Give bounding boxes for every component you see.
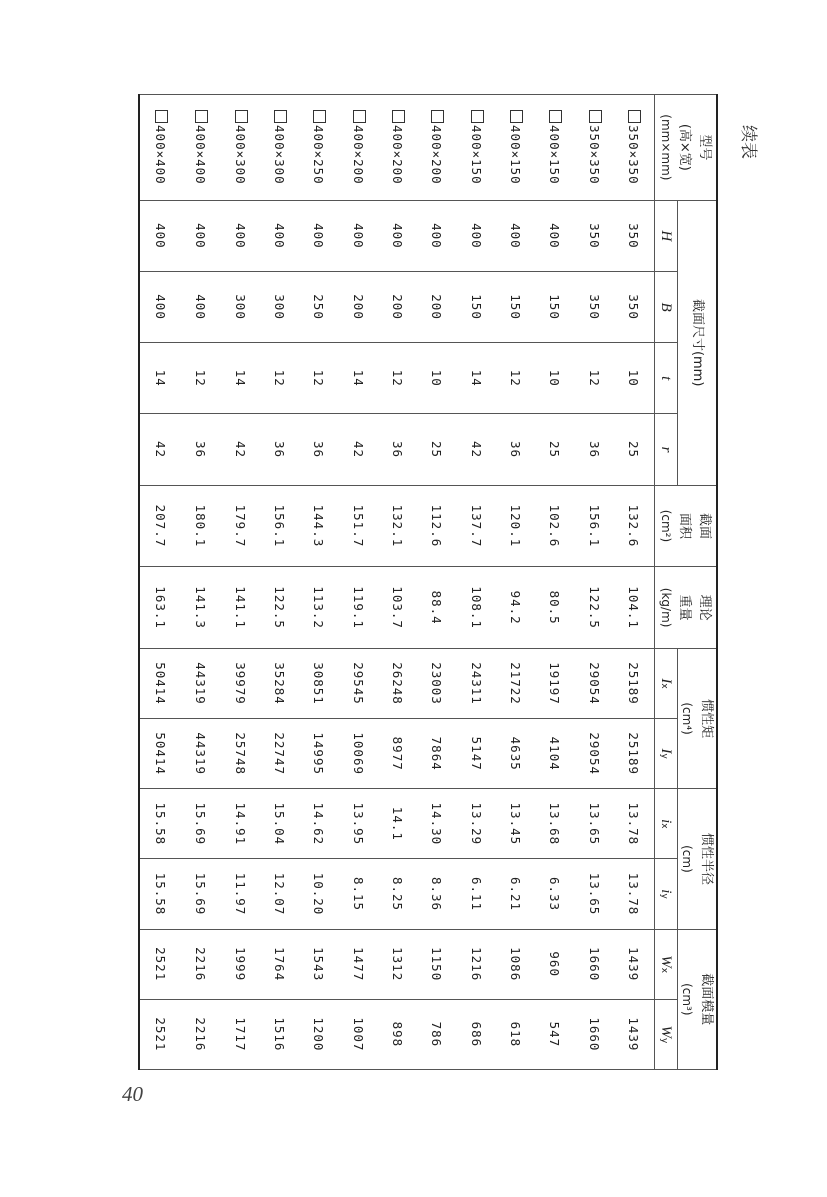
table-cell: 2521: [139, 999, 181, 1069]
table-cell: 11.97: [220, 859, 259, 929]
table-cell: 1439: [614, 999, 655, 1069]
table-cell: 7864: [417, 719, 456, 789]
table-cell: 26248: [378, 648, 417, 718]
table-cell: 1477: [338, 929, 377, 999]
model-cell: 350×350: [575, 95, 614, 201]
table-cell: 22747: [260, 719, 299, 789]
table-cell: 13.65: [575, 859, 614, 929]
square-section-icon: [392, 110, 405, 123]
table-cell: 141.1: [220, 567, 259, 649]
r-header: r: [655, 414, 679, 485]
table-cell: 25748: [220, 719, 259, 789]
table-cell: 6.11: [456, 859, 495, 929]
rotated-table-container: [138, 94, 718, 1070]
table-cell: 400: [456, 200, 495, 271]
table-cell: 122.5: [575, 567, 614, 649]
table-cell: 8977: [378, 719, 417, 789]
table-cell: 13.29: [456, 789, 495, 859]
table-cell: 94.2: [496, 567, 535, 649]
table-cell: 14: [456, 343, 495, 414]
square-section-icon: [471, 110, 484, 123]
page-number: 40: [122, 1082, 143, 1106]
table-cell: 102.6: [535, 485, 574, 567]
table-cell: 14995: [299, 719, 338, 789]
table-cell: 400: [299, 200, 338, 271]
table-row: [496, 95, 535, 1070]
table-cell: 400: [181, 200, 220, 271]
table-cell: 50414: [139, 719, 181, 789]
table-cell: 1007: [338, 999, 377, 1069]
table-cell: 1660: [575, 999, 614, 1069]
table-row: [299, 95, 338, 1070]
table-row: [260, 95, 299, 1070]
table-row: [338, 95, 377, 1070]
table-cell: 547: [535, 999, 574, 1069]
table-cell: 350: [575, 200, 614, 271]
square-section-icon: [589, 110, 602, 123]
model-cell: 400×300: [220, 95, 259, 201]
model-cell: 400×150: [456, 95, 495, 201]
table-cell: 21722: [496, 648, 535, 718]
table-cell: 13.78: [614, 859, 655, 929]
model-cell: 400×400: [181, 95, 220, 201]
table-cell: 44319: [181, 719, 220, 789]
table-cell: 13.68: [535, 789, 574, 859]
table-cell: 112.6: [417, 485, 456, 567]
table-cell: 141.3: [181, 567, 220, 649]
table-row: [456, 95, 495, 1070]
model-cell: 400×200: [417, 95, 456, 201]
h-header: H: [655, 200, 679, 271]
table-cell: 36: [575, 414, 614, 485]
table-cell: 103.7: [378, 567, 417, 649]
table-cell: 400: [378, 200, 417, 271]
table-cell: 960: [535, 929, 574, 999]
table-cell: 10: [417, 343, 456, 414]
iy-moment-header: Iy: [655, 719, 679, 789]
table-cell: 42: [456, 414, 495, 485]
table-cell: 44319: [181, 648, 220, 718]
table-cell: 23003: [417, 648, 456, 718]
table-cell: 1717: [220, 999, 259, 1069]
table-cell: 1150: [417, 929, 456, 999]
table-cell: 200: [378, 271, 417, 342]
table-cell: 156.1: [260, 485, 299, 567]
table-cell: 400: [260, 200, 299, 271]
table-cell: 300: [260, 271, 299, 342]
table-cell: 1660: [575, 929, 614, 999]
table-cell: 6.33: [535, 859, 574, 929]
table-cell: 12: [299, 343, 338, 414]
iy-radius-header: iy: [655, 859, 679, 929]
table-cell: 10069: [338, 719, 377, 789]
square-section-icon: [313, 110, 326, 123]
model-cell: 400×150: [496, 95, 535, 201]
table-cell: 19197: [535, 648, 574, 718]
t-header: t: [655, 343, 679, 414]
wx-header: Wx: [655, 929, 679, 999]
table-cell: 42: [220, 414, 259, 485]
table-cell: 350: [614, 271, 655, 342]
table-cell: 36: [378, 414, 417, 485]
table-cell: 10: [535, 343, 574, 414]
table-cell: 12: [260, 343, 299, 414]
table-cell: 14: [139, 343, 181, 414]
table-cell: 36: [496, 414, 535, 485]
table-cell: 13.65: [575, 789, 614, 859]
model-cell: 400×300: [260, 95, 299, 201]
table-cell: 80.5: [535, 567, 574, 649]
table-cell: 1999: [220, 929, 259, 999]
table-cell: 1516: [260, 999, 299, 1069]
square-section-icon: [235, 110, 248, 123]
model-cell: 400×200: [378, 95, 417, 201]
ix-moment-header: Ix: [655, 648, 679, 718]
square-section-icon: [431, 110, 444, 123]
table-cell: 1216: [456, 929, 495, 999]
square-section-icon: [155, 110, 168, 123]
table-cell: 42: [139, 414, 181, 485]
steel-section-table: [138, 94, 718, 1070]
table-cell: 15.58: [139, 859, 181, 929]
table-cell: 207.7: [139, 485, 181, 567]
table-cell: 35284: [260, 648, 299, 718]
table-cell: 200: [338, 271, 377, 342]
table-cell: 88.4: [417, 567, 456, 649]
table-cell: 15.58: [139, 789, 181, 859]
table-cell: 14: [338, 343, 377, 414]
table-row: [614, 95, 655, 1070]
table-cell: 350: [614, 200, 655, 271]
table-cell: 12.07: [260, 859, 299, 929]
table-row: [220, 95, 259, 1070]
table-cell: 2216: [181, 999, 220, 1069]
table-cell: 400: [338, 200, 377, 271]
table-cell: 1543: [299, 929, 338, 999]
model-cell: 350×350: [614, 95, 655, 201]
table-cell: 29545: [338, 648, 377, 718]
table-cell: 250: [299, 271, 338, 342]
square-section-icon: [549, 110, 562, 123]
table-row: [378, 95, 417, 1070]
ix-radius-header: ix: [655, 789, 679, 859]
table-row: [417, 95, 456, 1070]
table-cell: 686: [456, 999, 495, 1069]
table-cell: 10: [614, 343, 655, 414]
table-cell: 618: [496, 999, 535, 1069]
table-cell: 400: [417, 200, 456, 271]
square-section-icon: [353, 110, 366, 123]
continued-label: 续表: [738, 125, 758, 159]
table-cell: 786: [417, 999, 456, 1069]
table-cell: 25: [614, 414, 655, 485]
table-cell: 151.7: [338, 485, 377, 567]
table-cell: 25: [535, 414, 574, 485]
model-cell: 400×250: [299, 95, 338, 201]
table-cell: 39979: [220, 648, 259, 718]
table-cell: 1086: [496, 929, 535, 999]
table-cell: 13.95: [338, 789, 377, 859]
area-header: 截面 面积 (cm²): [655, 485, 718, 567]
table-cell: 13.45: [496, 789, 535, 859]
radius-header: 惯性半径 (cm): [678, 789, 717, 929]
table-cell: 29054: [575, 719, 614, 789]
table-cell: 122.5: [260, 567, 299, 649]
table-cell: 12: [496, 343, 535, 414]
table-cell: 1200: [299, 999, 338, 1069]
table-cell: 1312: [378, 929, 417, 999]
table-cell: 29054: [575, 648, 614, 718]
table-cell: 144.3: [299, 485, 338, 567]
table-cell: 180.1: [181, 485, 220, 567]
table-cell: 8.15: [338, 859, 377, 929]
table-cell: 156.1: [575, 485, 614, 567]
table-cell: 15.69: [181, 789, 220, 859]
table-cell: 132.6: [614, 485, 655, 567]
table-cell: 36: [299, 414, 338, 485]
table-cell: 12: [378, 343, 417, 414]
table-cell: 25189: [614, 719, 655, 789]
table-cell: 200: [417, 271, 456, 342]
table-cell: 400: [220, 200, 259, 271]
inertia-header: 惯性矩 (cm⁴): [678, 648, 717, 788]
table-cell: 150: [535, 271, 574, 342]
table-cell: 1764: [260, 929, 299, 999]
table-cell: 137.7: [456, 485, 495, 567]
model-header: 型号 (高×宽) (mm×mm): [655, 95, 718, 201]
table-cell: 132.1: [378, 485, 417, 567]
table-cell: 42: [338, 414, 377, 485]
wy-header: Wy: [655, 999, 679, 1069]
table-cell: 2216: [181, 929, 220, 999]
table-cell: 104.1: [614, 567, 655, 649]
table-row: [575, 95, 614, 1070]
table-cell: 119.1: [338, 567, 377, 649]
table-cell: 5147: [456, 719, 495, 789]
table-cell: 36: [181, 414, 220, 485]
table-cell: 2521: [139, 929, 181, 999]
table-cell: 15.04: [260, 789, 299, 859]
table-cell: 6.21: [496, 859, 535, 929]
table-cell: 1439: [614, 929, 655, 999]
square-section-icon: [628, 110, 641, 123]
table-cell: 400: [139, 271, 181, 342]
table-cell: 14.62: [299, 789, 338, 859]
b-header: B: [655, 271, 679, 342]
table-cell: 30851: [299, 648, 338, 718]
table-cell: 14.1: [378, 789, 417, 859]
square-section-icon: [195, 110, 208, 123]
model-cell: 400×400: [139, 95, 181, 201]
table-cell: 10.20: [299, 859, 338, 929]
table-cell: 14.91: [220, 789, 259, 859]
table-cell: 400: [496, 200, 535, 271]
table-cell: 400: [535, 200, 574, 271]
table-cell: 108.1: [456, 567, 495, 649]
weight-header: 理论 重量 (kg/m): [655, 567, 718, 649]
table-cell: 8.25: [378, 859, 417, 929]
square-section-icon: [274, 110, 287, 123]
table-cell: 50414: [139, 648, 181, 718]
table-row: [181, 95, 220, 1070]
table-cell: 898: [378, 999, 417, 1069]
table-cell: 15.69: [181, 859, 220, 929]
table-cell: 12: [181, 343, 220, 414]
table-cell: 179.7: [220, 485, 259, 567]
table-row: [535, 95, 574, 1070]
table-cell: 400: [181, 271, 220, 342]
table-cell: 400: [139, 200, 181, 271]
table-row: [139, 95, 181, 1070]
table-cell: 24311: [456, 648, 495, 718]
table-cell: 13.78: [614, 789, 655, 859]
table-cell: 120.1: [496, 485, 535, 567]
table-cell: 113.2: [299, 567, 338, 649]
table-cell: 4635: [496, 719, 535, 789]
table-cell: 25189: [614, 648, 655, 718]
modulus-header: 截面模量 (cm³): [678, 929, 717, 1069]
table-cell: 150: [496, 271, 535, 342]
table-cell: 14: [220, 343, 259, 414]
table-cell: 150: [456, 271, 495, 342]
table-cell: 14.30: [417, 789, 456, 859]
table-cell: 36: [260, 414, 299, 485]
table-cell: 8.36: [417, 859, 456, 929]
table-cell: 300: [220, 271, 259, 342]
square-section-icon: [510, 110, 523, 123]
table-cell: 25: [417, 414, 456, 485]
table-cell: 163.1: [139, 567, 181, 649]
section-size-header: 截面尺寸(mm): [678, 200, 717, 485]
model-cell: 400×200: [338, 95, 377, 201]
table-cell: 350: [575, 271, 614, 342]
table-cell: 12: [575, 343, 614, 414]
model-cell: 400×150: [535, 95, 574, 201]
table-cell: 4104: [535, 719, 574, 789]
